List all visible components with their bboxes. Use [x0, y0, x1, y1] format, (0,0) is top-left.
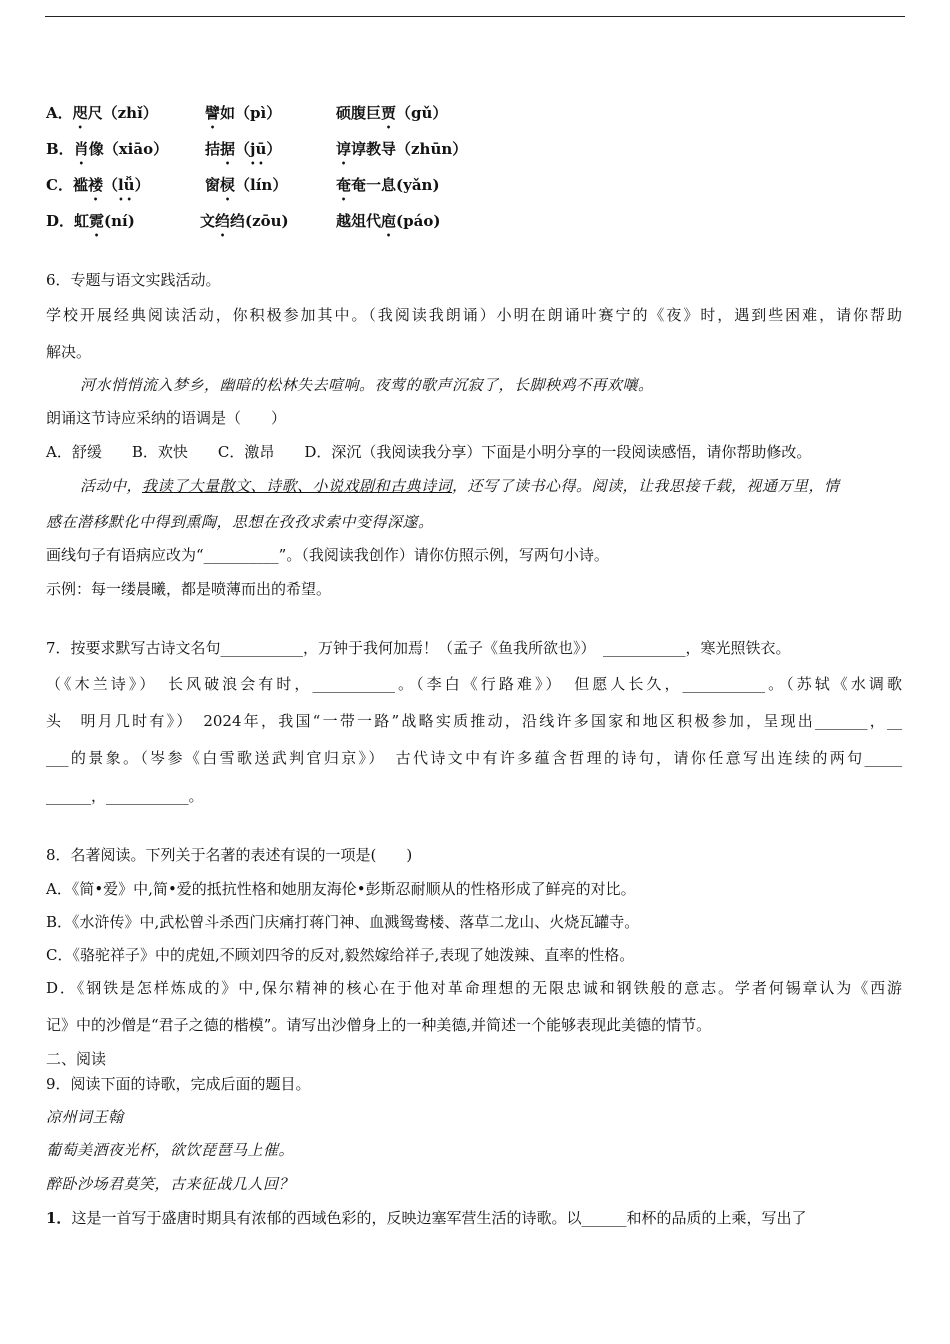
q8-option-a: A．《简•爱》中,简•爱的抵抗性格和她朋友海伦•彭斯忍耐顺从的性格形成了鲜亮的对比。: [46, 880, 636, 898]
q6-intro-cont: 解决。: [46, 343, 92, 361]
q6-title: 6．专题与语文实践活动。: [46, 271, 221, 289]
q6-ask: 朗诵这节诗应采纳的语调是（ ）: [46, 409, 287, 427]
q8-option-d-cont: 记》中的沙僧是“君子之德的楷模”。请写出沙僧身上的一种美德,并简述一个能够表现此美德的情节。: [46, 1016, 712, 1034]
option-a: A．咫尺（zhǐ）: [46, 104, 158, 122]
q9-sub-question-1: 1．这是一首写于盛唐时期具有浓郁的西域色彩的，反映边塞军营生活的诗歌。以______和杯的品质的上乘，写出了: [46, 1209, 807, 1227]
q8-option-c: C．《骆驼祥子》中的虎妞,不顾刘四爷的反对,毅然嫁给祥子,表现了她泼辣、直率的性格。: [46, 946, 635, 964]
q9-poem-title: 凉州词王翰: [46, 1108, 124, 1126]
q6-fix: 画线句子有语病应改为“__________”。（我阅读我创作）请你仿照示例，写两句小诗。: [46, 546, 609, 564]
q7-line-4: ___的景象。（岑参《白雪歌送武判官归京》） 古代诗文中有许多蕴含哲理的诗句，请你任意写出连续的两句_____: [46, 749, 902, 767]
option-b: B．肖像（xiāo）: [46, 140, 169, 158]
q7-line-2: （《木兰诗》） 长风破浪会有时，___________。（李白《行路难》） 但愿人长久，___________。（苏轼《水调歌: [46, 675, 902, 693]
q8-option-b: B．《水浒传》中,武松曾斗杀西门庆痛打蒋门神、血溅鸳鸯楼、落草二龙山、火烧瓦罐寺。: [46, 913, 640, 931]
option-d: D．虹霓(ní): [46, 212, 135, 230]
option-b-word3: 谆谆教导（zhūn）: [336, 140, 468, 158]
q9-poem-line-1: 葡萄美酒夜光杯，欲饮琵琶马上催。: [46, 1141, 295, 1159]
q6-poem: 河水悄悄流入梦乡，幽暗的松林失去喧响。夜莺的歌声沉寂了，长脚秧鸡不再欢嚷。: [80, 376, 654, 394]
q6-paragraph-cont: 感在潜移默化中得到熏陶，思想在孜孜求索中变得深邃。: [46, 513, 434, 531]
option-d-word2: 文绉绉(zōu): [200, 212, 289, 230]
q9-title: 9．阅读下面的诗歌，完成后面的题目。: [46, 1075, 311, 1093]
option-d-word3: 越俎代庖(páo): [336, 212, 441, 230]
q6-choices: A．舒缓 B．欢快 C．激昂 D．深沉（我阅读我分享）下面是小明分享的一段阅读感悟，请你帮助修改。: [46, 443, 812, 461]
header-rule: [45, 16, 905, 17]
q9-poem-line-2: 醉卧沙场君莫笑，古来征战几人回？: [46, 1175, 295, 1193]
option-c-word3: 奄奄一息(yǎn): [336, 176, 440, 194]
option-b-word2: 拮据（jū）: [205, 140, 282, 158]
option-a-word3: 硕腹巨贾（gǔ）: [336, 104, 448, 122]
q7-line-3: 头 明月几时有》） 2024年，我国“一带一路”战略实质推动，沿线许多国家和地区积极参加，呈现出_______，__: [46, 712, 902, 730]
q6-paragraph: 活动中，我读了大量散文、诗歌、小说戏剧和古典诗词，还写了读书心得。阅读，让我思接千载，视通万里，情: [80, 477, 840, 495]
section-heading: 二、阅读: [46, 1050, 107, 1068]
q6-intro: 学校开展经典阅读活动，你积极参加其中。（我阅读我朗诵）小明在朗诵叶赛宁的《夜》时，遇到些困难，请你帮助: [46, 306, 902, 324]
option-a-word2: 譬如（pì）: [205, 104, 282, 122]
q6-example: 示例：每一缕晨曦，都是喷薄而出的希望。: [46, 580, 332, 598]
q7-line-1: 7．按要求默写古诗文名句___________，万钟于我何加焉！（孟子《鱼我所欲也》） ___________，寒光照铁衣。: [46, 639, 791, 657]
underlined-sentence: 我读了大量散文、诗歌、小说戏剧和古典诗词: [142, 477, 453, 495]
q8-option-d: D．《钢铁是怎样炼成的》中,保尔精神的核心在于他对革命理想的无限忠诚和钢铁般的意志。学者何锡章认为《西游: [46, 979, 902, 997]
option-c: C．褴褛（lǚ）: [46, 176, 150, 194]
q7-line-5: ______，___________。: [46, 787, 204, 805]
q8-title: 8．名著阅读。下列关于名著的表述有误的一项是( ): [46, 846, 413, 864]
option-c-word2: 窗棂（lín）: [205, 176, 288, 194]
